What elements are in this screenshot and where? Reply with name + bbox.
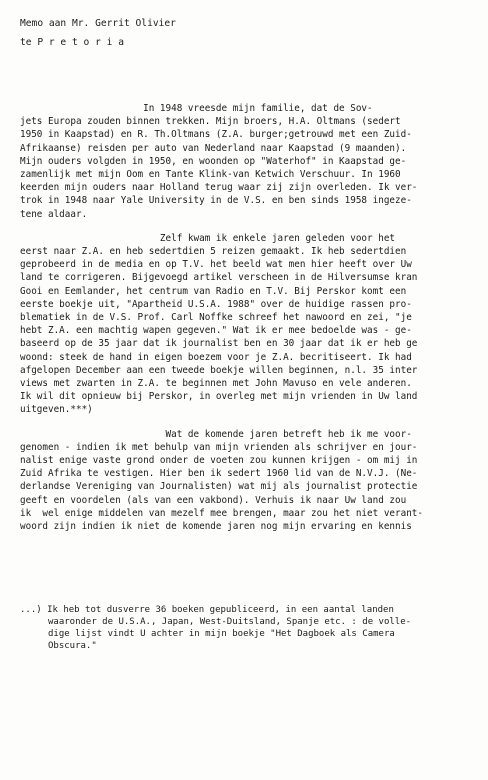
text-line: woord zijn indien ik niet de komende jaren nog mijn ervaring en kennis [20, 521, 412, 533]
paragraph-media-work [20, 232, 472, 417]
text-line: Ik wil dit opnieuw bij Perskor, in overleg met mijn vrienden in Uw land [20, 391, 418, 403]
footnote-line: dige lijst vindt U achter in mijn boekje "Het Dagboek als Camera [48, 629, 395, 639]
text-line: woond: steek de hand in eigen boezem voor je Z.A. becritiseert. Ik had [20, 351, 412, 363]
memo-location: te P r e t o r i a [20, 37, 124, 48]
text-line: Mijn ouders volgden in 1950, en woonden op "Waterhof" in Kaapstad ge- [20, 155, 407, 167]
footnote-line: ...) Ik heb tot dusverre 36 boeken gepubliceerd, in een aantal landen [20, 605, 394, 615]
text-line: views met zwarten in Z.A. te beginnen met John Mavuso en vele anderen. [20, 378, 412, 390]
text-line: Afrikaanse) reisden per auto van Nederland naar Kaapstad (9 maanden). [20, 142, 407, 154]
text-line: afgelopen December aan een tweede boekje willen beginnen, n.l. 35 inter [20, 364, 418, 376]
memo-body [20, 102, 472, 544]
footnote-line: waaronder de U.S.A., Japan, West-Duitsland, Spanje etc. : de volle- [48, 617, 412, 627]
text-line: zamenlijk met mijn Oom en Tante Klink-van Ketwich Verschuur. In 1960 [20, 169, 401, 181]
footnote [20, 604, 476, 652]
text-line: keerden mijn ouders naar Holland terug waar zij zijn overleden. Ik ver- [20, 182, 418, 194]
text-line: genomen - indien ik met behulp van mijn vrienden als schrijver en jour- [20, 441, 418, 453]
text-line: trok in 1948 naar Yale University in de V.S. en ben sinds 1958 ingeze- [20, 195, 412, 207]
text-line: blematiek in de V.S. Prof. Carl Noffke schreef het nawoord en zei, "je [20, 312, 412, 324]
text-line: In 1948 vreesde mijn familie, dat de Sov- [20, 103, 373, 114]
text-line: nalist enige vaste grond onder de voeten zou kunnen krijgen - om mij in [20, 455, 418, 467]
memo-header [20, 14, 176, 52]
text-line: baseerd op de 35 jaar dat ik journalist ben en 30 jaar dat ik er heb ge [20, 338, 418, 350]
text-line: hebt Z.A. een machtig wapen gegeven." Wat ik er mee bedoelde was - ge- [20, 325, 412, 337]
text-line: geprobeerd in de media en op T.V. het beeld wat men hier heeft over Uw [20, 259, 412, 271]
text-line: Zelf kwam ik enkele jaren geleden voor het [20, 232, 396, 244]
text-line: land te corrigeren. Bijgevoegd artikel verscheen in de Hilversumse kran [20, 272, 418, 284]
text-line: derlandse Vereniging van Journalisten) wat mij als journalist protectie [20, 481, 418, 493]
text-line: tene aldaar. [20, 208, 88, 220]
text-line: geeft en voordelen (als van een vakbond). Verhuis ik naar Uw land zou [20, 494, 407, 506]
footnote-line: Obscura." [48, 641, 97, 651]
text-line: Wat de komende jaren betreft heb ik me voor- [20, 428, 412, 440]
text-line: eerste boekje uit, "Apartheid U.S.A. 1988" over de huidige rassen pro- [20, 298, 412, 310]
text-line: eerst naar Z.A. en heb sedertdien 5 reizen gemaakt. Ik heb sedertdien [20, 246, 407, 258]
text-line: Zuid Afrika te vestigen. Hier ben ik sedert 1960 lid van de N.V.J. (Ne- [20, 468, 418, 480]
text-line: Gooi en Eemlander, het centrum van Radio en T.V. Bij Perskor komt een [20, 285, 407, 297]
memo-addressee: Memo aan Mr. Gerrit Olivier [20, 18, 176, 29]
text-line: jets Europa zouden binnen trekken. Mijn broers, H.A. Oltmans (sedert [20, 116, 401, 128]
text-line: uitgeven.***) [20, 404, 93, 416]
paragraph-family-history [20, 102, 472, 221]
paragraph-future-plans [20, 428, 472, 534]
text-line: 1950 in Kaapstad) en R. Th.Oltmans (Z.A. burger;getrouwd met een Zuid- [20, 129, 412, 141]
text-line: ik wel enige middelen van mezelf mee brengen, maar zou het niet verant- [20, 507, 423, 519]
